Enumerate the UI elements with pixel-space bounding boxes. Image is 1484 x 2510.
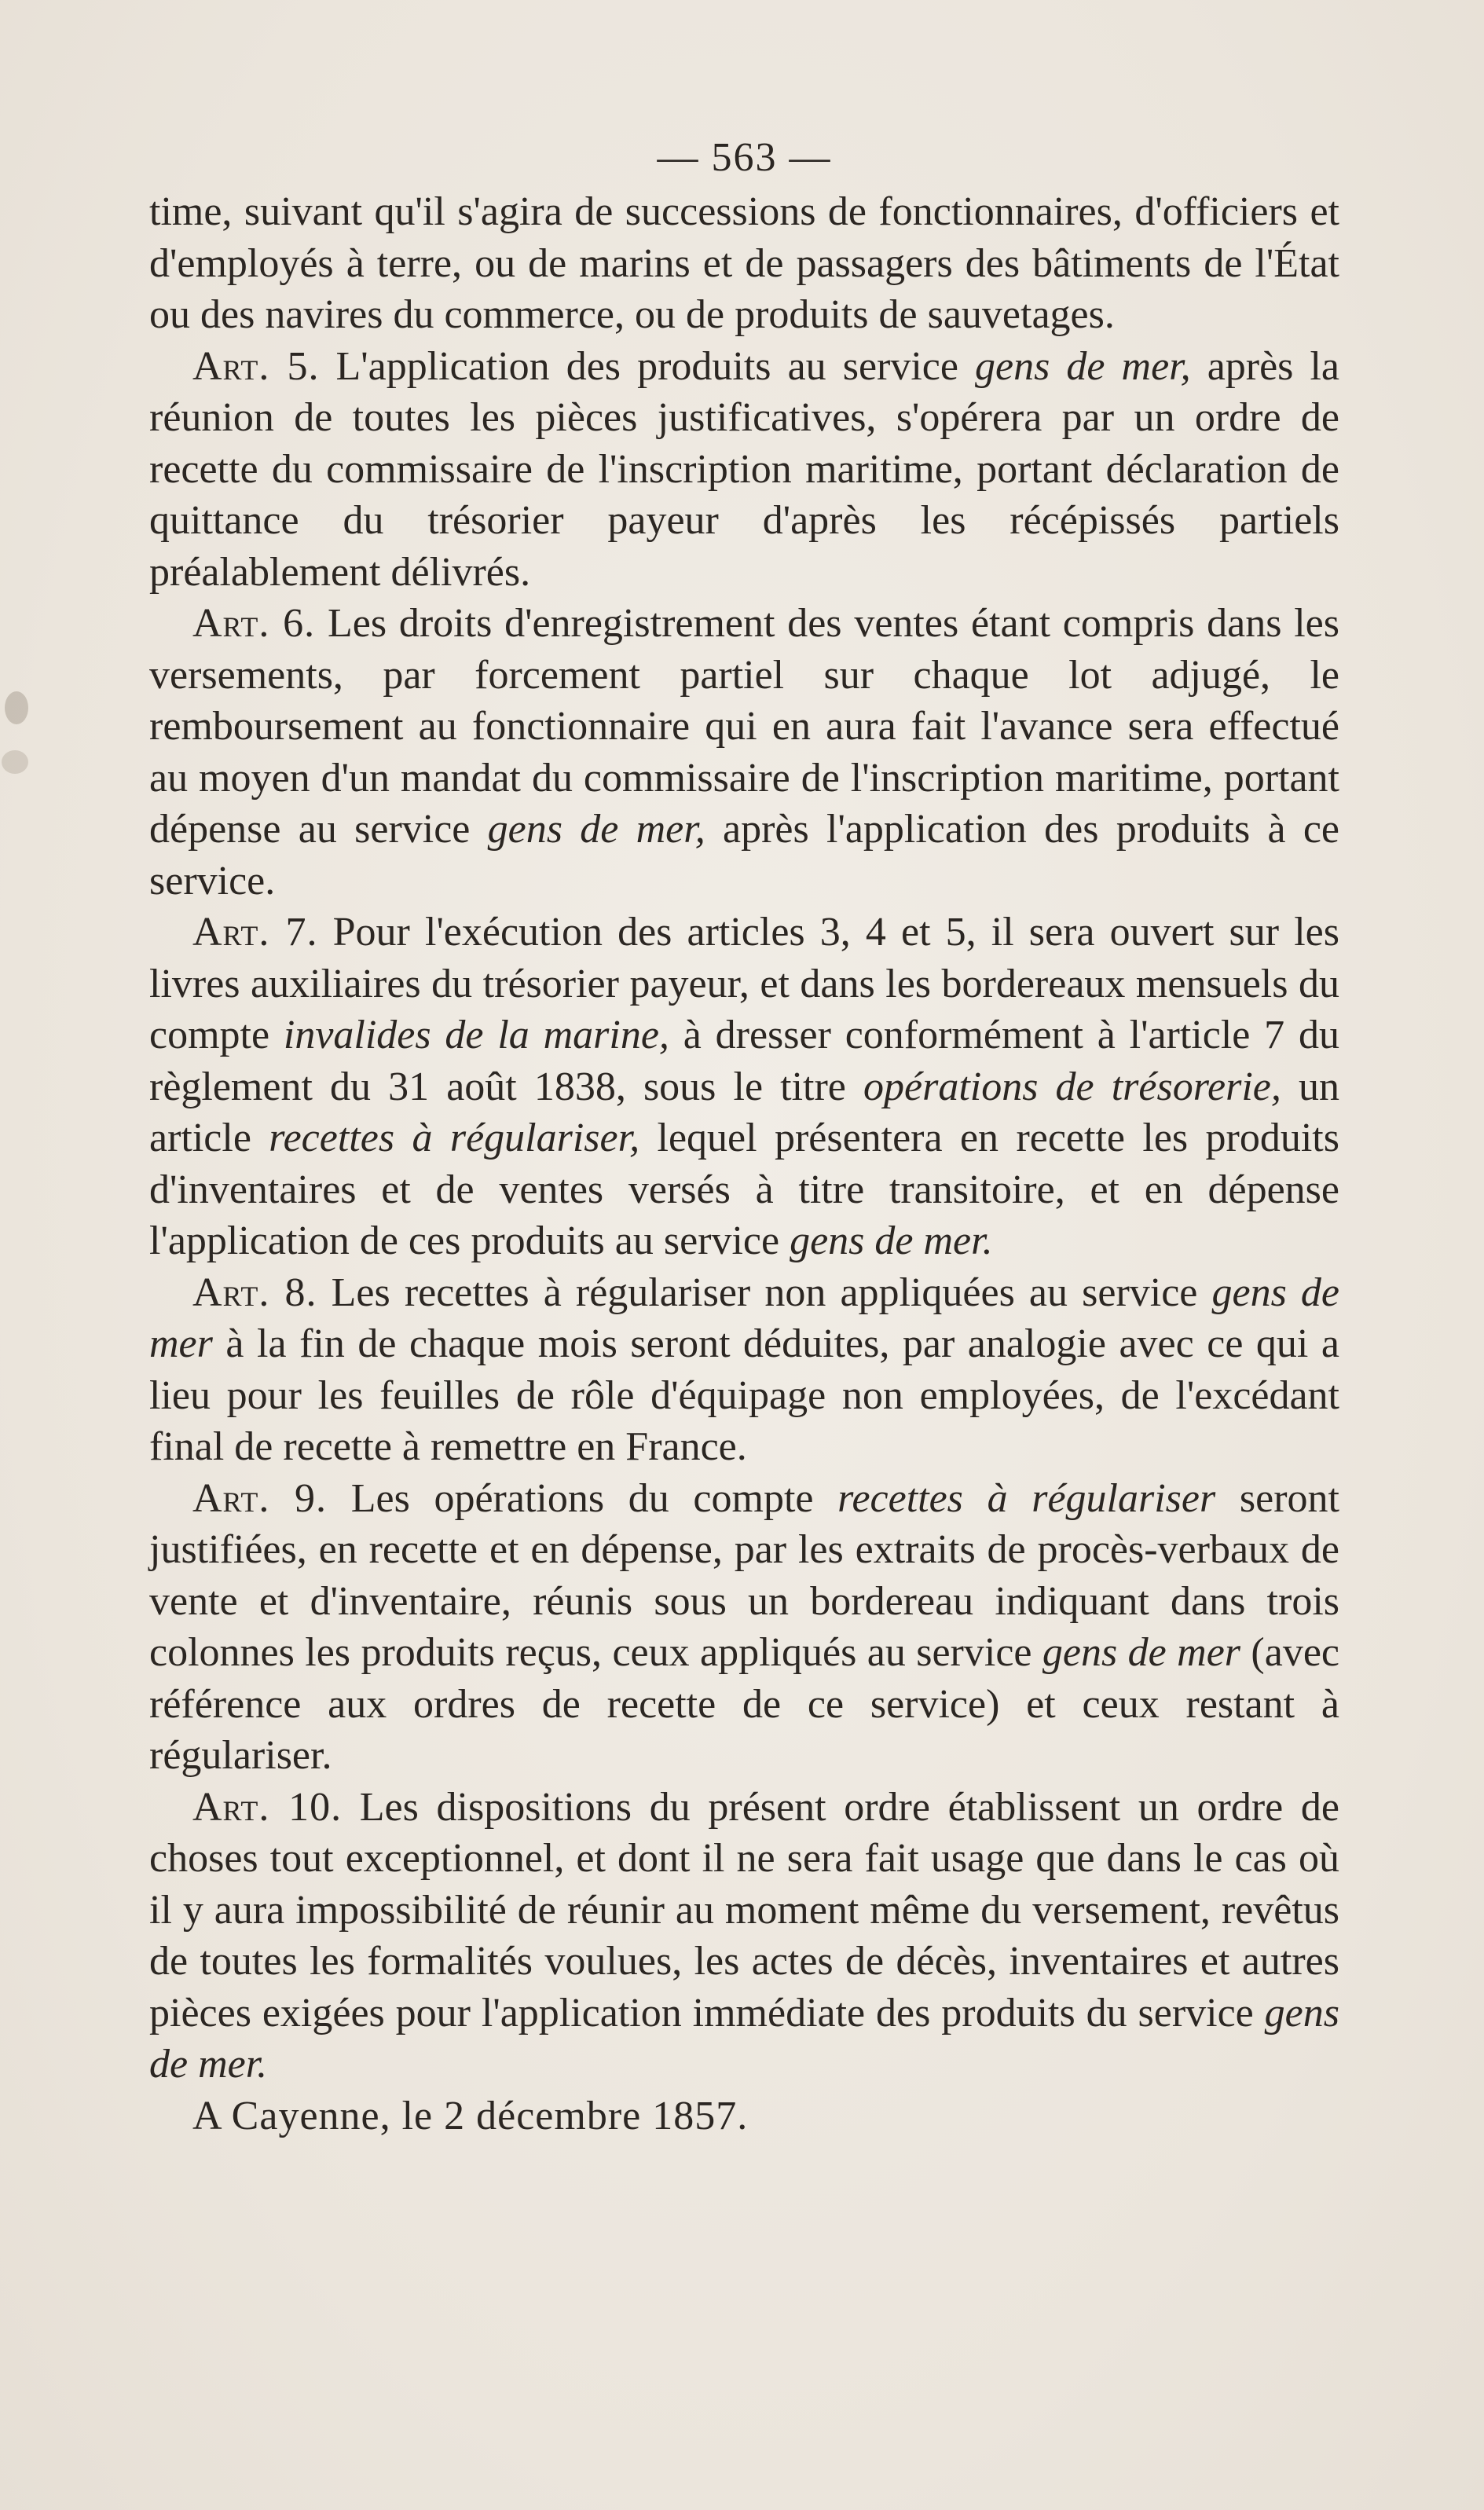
article-9: Art. 9. Les opérations du compte recettes à régulariser seront justifiées, en recette et en dépense, par les extraits de procès-verbaux de vente et d'inventaire, réunis sous un bordereau indiquant dans trois colonnes les produits reçus, ceux appliqués au service gens de mer (avec référence aux ordres de recette de ce service) et ceux restant à régulariser. xyxy=(149,1475,1339,1778)
opening-paragraph: time, suivant qu'il s'agira de successions de fonctionnaires, d'officiers et d'employés à terre, ou de marins et de passagers des bâtiments de l'État ou des navires du commerce, ou de produits de sauvetages. xyxy=(149,189,1339,337)
article-5: Art. 5. L'application des produits au service gens de mer, après la réunion de toutes les pièces justificatives, s'opérera par un ordre de recette du commissaire de l'inscription maritime, portant déclaration de quittance du trésorier payeur d'après les récépissés partiels préalablement délivrés. xyxy=(149,343,1339,595)
article-6: Art. 6. Les droits d'enregistrement des ventes étant compris dans les versements, par forcement partiel sur chaque lot adjugé, le remboursement au fonctionnaire qui en aura fait l'avance sera effectué au moyen d'un mandat du commissaire de l'inscription maritime, portant dépense au service gens de mer, après l'application des produits à ce service. xyxy=(149,601,1340,903)
place-date-signoff: A Cayenne, le 2 décembre 1857. xyxy=(192,2093,749,2138)
article-7: Art. 7. Pour l'exécution des articles 3, 4 et 5, il sera ouvert sur les livres auxiliaires du trésorier payeur, et dans les bordereaux mensuels du compte invalides de la marine, à dresser conformément à l'article 7 du règlement du 31 août 1838, sous le titre opérations de trésorerie, un article recettes à régulariser, lequel présentera en recette les produits d'inventaires et de ventes versés à titre transitoire, et en dépense l'application de ces produits au service gens de mer. xyxy=(149,910,1339,1263)
article-label: Art. 10. xyxy=(192,1784,343,1830)
article-8: Art. 8. Les recettes à régulariser non appliquées au service gens de mer à la fin de chaque mois seront déduites, par analogie avec ce qui a lieu pour les feuilles de rôle d'équipage non employées, de l'excédant final de recette à remettre en France. xyxy=(149,1270,1339,1469)
article-label: Art. 9. xyxy=(192,1475,328,1521)
page-body xyxy=(149,130,1339,2142)
margin-blot xyxy=(5,691,28,724)
article-label: Art. 8. xyxy=(192,1270,317,1315)
article-label: Art. 7. xyxy=(192,910,318,955)
margin-blot xyxy=(2,750,28,774)
article-label: Art. 5. xyxy=(192,343,320,389)
article-10: Art. 10. Les dispositions du présent ordre établissent un ordre de choses tout exceptionnel, et dont il ne sera fait usage que dans le cas où il y aura impossibilité de réunir au moment même du versement, revêtus de toutes les formalités voulues, les actes de décès, inventaires et autres pièces exigées pour l'application immédiate des produits du service gens de mer. xyxy=(149,1784,1339,2087)
article-label: Art. 6. xyxy=(192,601,316,646)
page-number: — 563 — xyxy=(657,135,832,180)
